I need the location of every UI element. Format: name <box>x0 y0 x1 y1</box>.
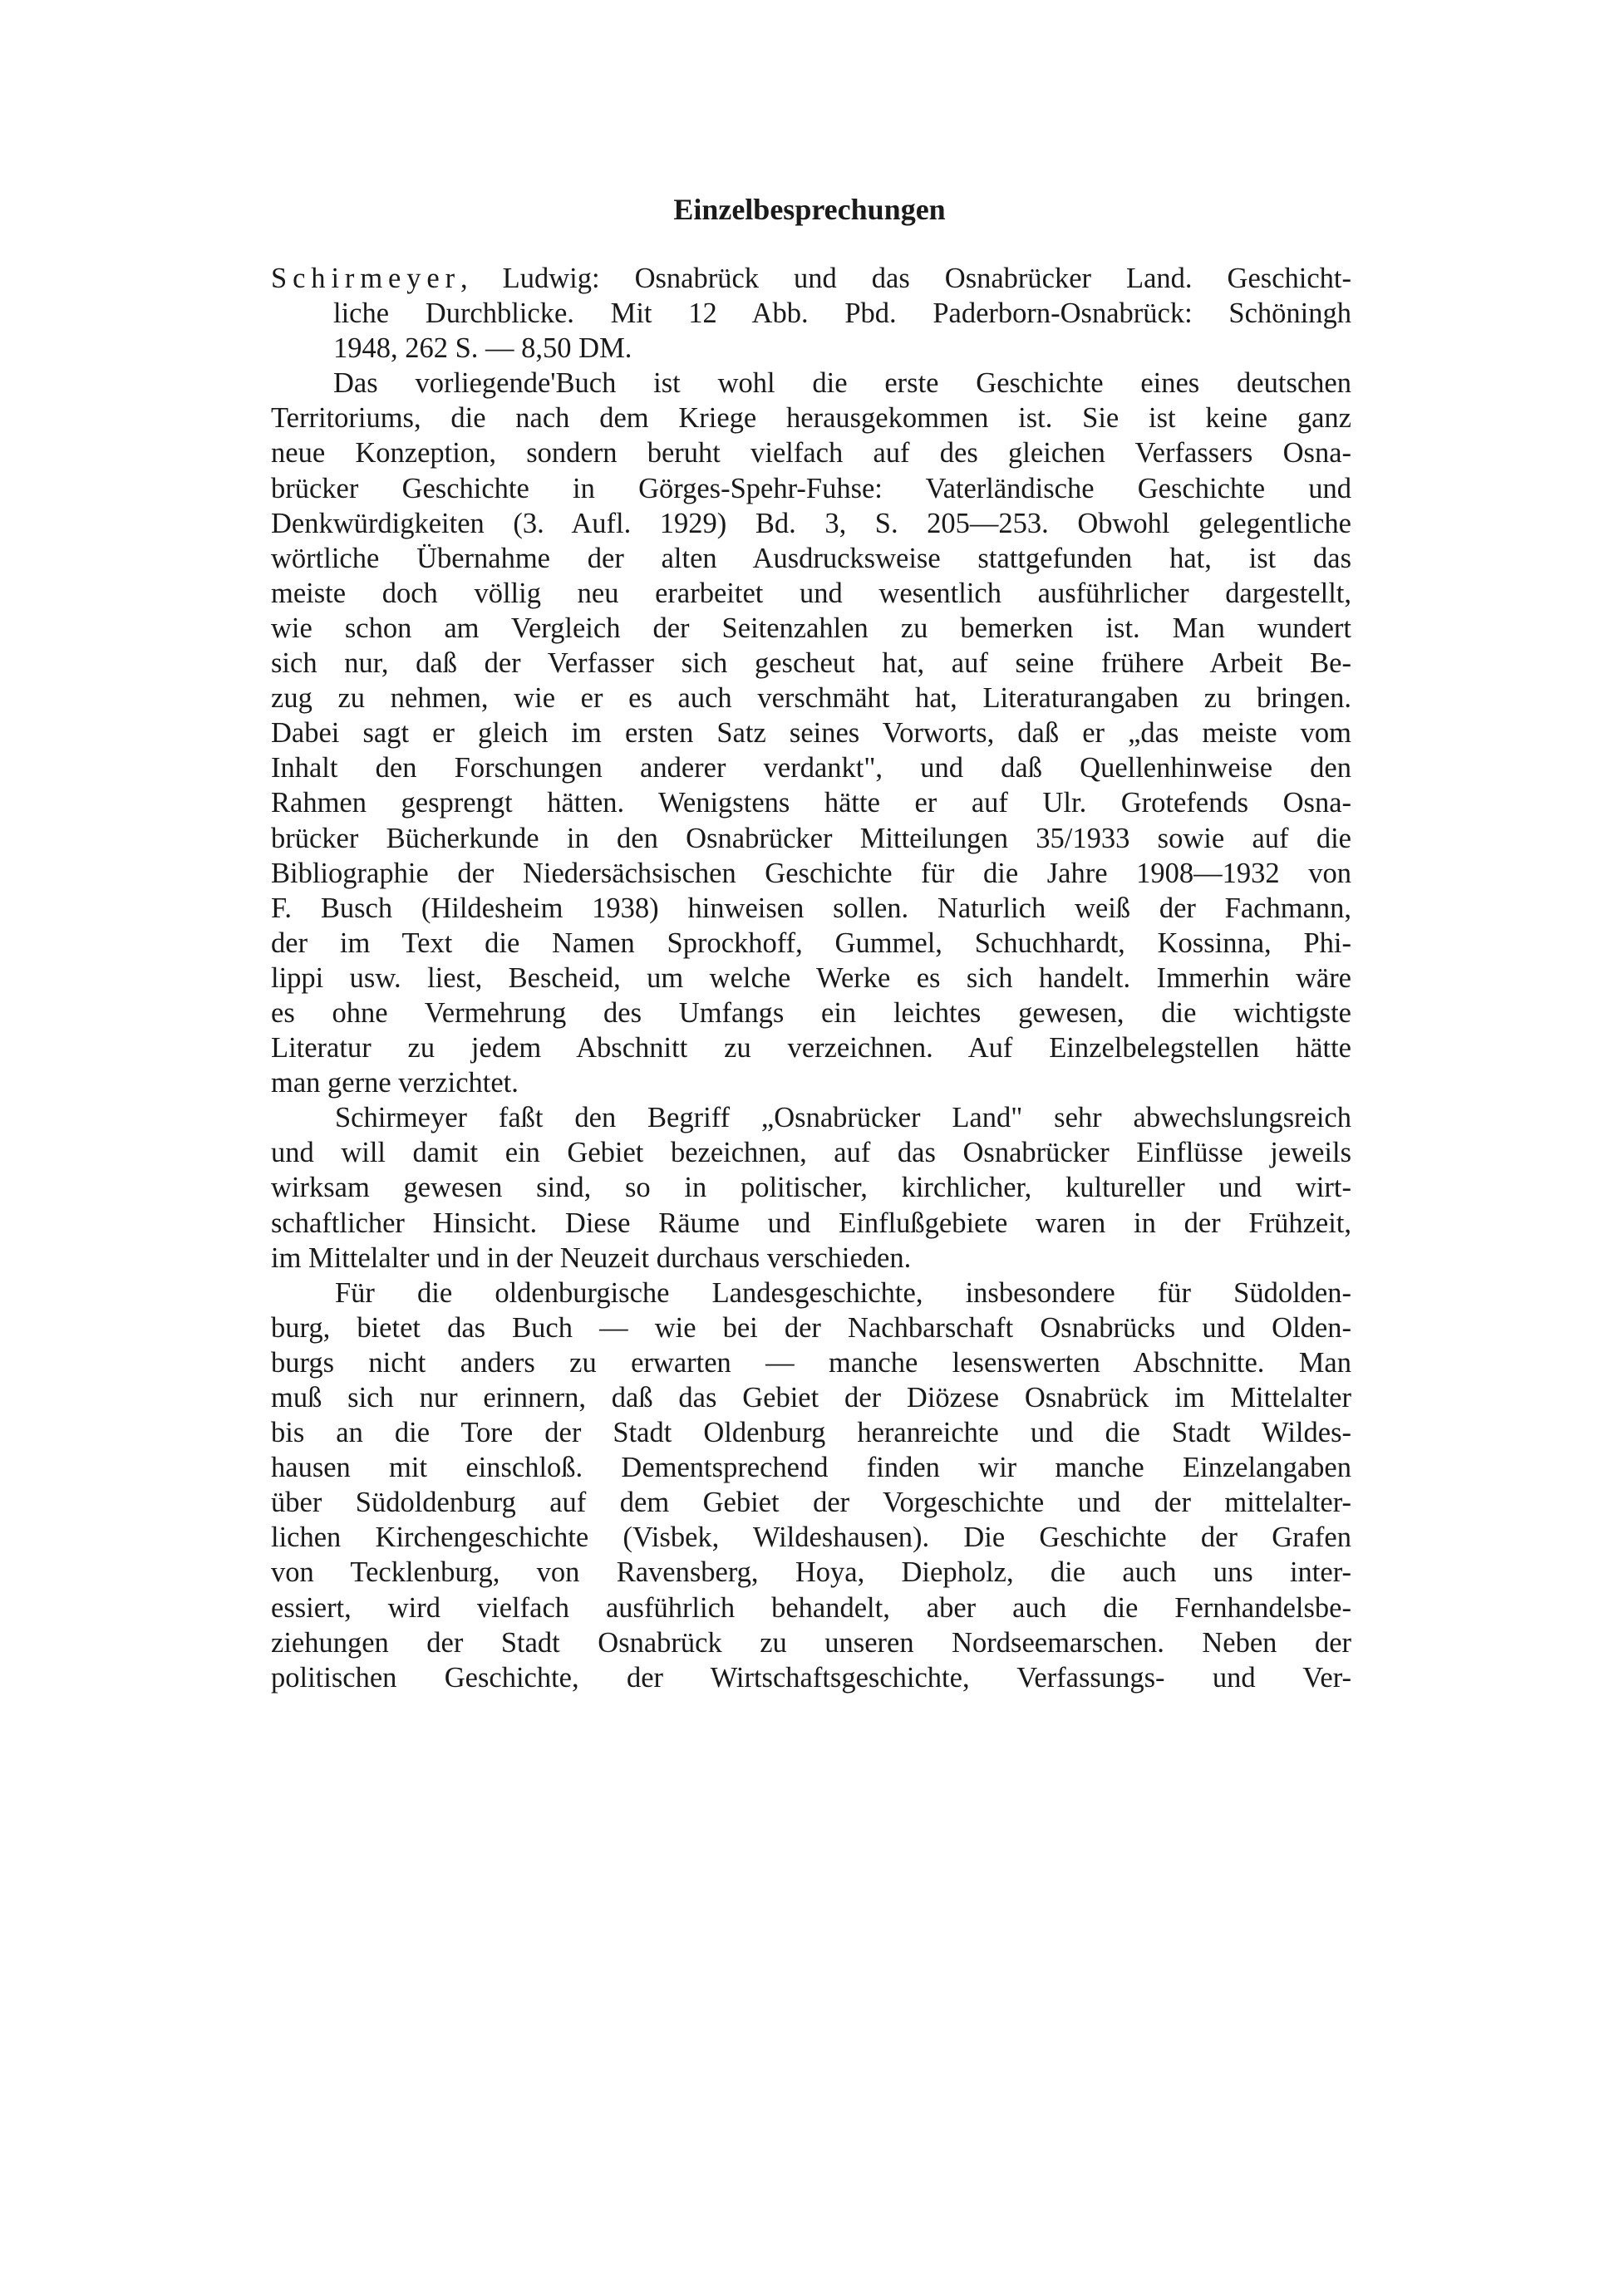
paragraph-2 <box>271 1100 1351 1275</box>
text-line: burg, bietet das Buch — wie bei der Nachbarschaft Osnabrücks und Olden- <box>271 1311 1351 1344</box>
text-line: Rahmen gesprengt hätten. Wenigstens hätte er auf Ulr. Grotefends Osna- <box>271 787 1351 819</box>
text-line: im Mittelalter und in der Neuzeit durchaus verschieden. <box>271 1241 912 1274</box>
text-line: wie schon am Vergleich der Seitenzahlen zu bemerken ist. Man wundert <box>271 612 1351 644</box>
citation-line-2: liche Durchblicke. Mit 12 Abb. Pbd. Paderborn-Osnabrück: Schöningh <box>333 297 1351 330</box>
text-line: Schirmeyer faßt den Begriff „Osnabrücker Land" sehr abwechslungsreich <box>335 1102 1351 1134</box>
text-line: brücker Bücherkunde in den Osnabrücker Mitteilungen 35/1933 sowie auf die <box>271 822 1351 854</box>
citation <box>271 261 1351 366</box>
text-line: man gerne verzichtet. <box>271 1067 519 1099</box>
author-surname: Schirmeyer <box>271 263 461 294</box>
citation-line-3: 1948, 262 S. — 8,50 DM. <box>333 332 632 365</box>
text-line: muß sich nur erinnern, daß das Gebiet der Diözese Osnabrück im Mittelalter <box>271 1382 1351 1413</box>
text-line: F. Busch (Hildesheim 1938) hinweisen sollen. Naturlich weiß der Fachmann, <box>271 892 1351 924</box>
text-line: wirksam gewesen sind, so in politischer, kirchlicher, kultureller und wirt- <box>271 1172 1351 1204</box>
text-line: Territoriums, die nach dem Kriege herausgekommen ist. Sie ist keine ganz <box>271 402 1351 435</box>
citation-line-1-rest: , Ludwig: Osnabrück und das Osnabrücker Land. Geschicht- <box>460 263 1351 294</box>
text-line: Literatur zu jedem Abschnitt zu verzeichnen. Auf Einzelbelegstellen hätte <box>271 1032 1351 1064</box>
text-line: von Tecklenburg, von Ravensberg, Hoya, Diepholz, die auch uns inter- <box>271 1556 1351 1589</box>
text-line: ziehungen der Stadt Osnabrück zu unseren Nordseemarschen. Neben der <box>271 1626 1351 1659</box>
text-line: bis an die Tore der Stadt Oldenburg heranreichte und die Stadt Wildes- <box>271 1417 1351 1449</box>
review-text <box>271 261 1351 1695</box>
text-line: sich nur, daß der Verfasser sich gescheut hat, auf seine frühere Arbeit Be- <box>271 647 1351 680</box>
text-line: lippi usw. liest, Bescheid, um welche Werke es sich handelt. Immerhin wäre <box>271 961 1351 994</box>
paragraph-1 <box>271 366 1351 1100</box>
text-line: lichen Kirchengeschichte (Visbek, Wildeshausen). Die Geschichte der Grafen <box>271 1522 1351 1554</box>
text-line: Inhalt den Forschungen anderer verdankt", und daß Quellenhinweise den <box>271 752 1351 784</box>
text-line: der im Text die Namen Sprockhoff, Gummel, Schuchhardt, Kossinna, Phi- <box>271 927 1351 959</box>
paragraph-3 <box>271 1276 1351 1695</box>
page-heading: Einzelbesprechungen <box>673 193 946 226</box>
text-line: meiste doch völlig neu erarbeitet und wesentlich ausführlicher dargestellt, <box>271 577 1351 609</box>
text-line: über Südoldenburg auf dem Gebiet der Vorgeschichte und der mittelalter- <box>271 1487 1351 1519</box>
citation-line-1 <box>271 261 1351 296</box>
text-line: politischen Geschichte, der Wirtschaftsgeschichte, Verfassungs- und Ver- <box>271 1661 1351 1694</box>
text-line: schaftlicher Hinsicht. Diese Räume und Einflußgebiete waren in der Frühzeit, <box>271 1207 1351 1239</box>
text-line: brücker Geschichte in Görges-Spehr-Fuhse: Vaterländische Geschichte und <box>271 472 1351 504</box>
text-line: wörtliche Übernahme der alten Ausdrucksweise stattgefunden hat, ist das <box>271 542 1351 574</box>
text-line: Bibliographie der Niedersächsischen Geschichte für die Jahre 1908—1932 von <box>271 857 1351 889</box>
text-line: burgs nicht anders zu erwarten — manche lesenswerten Abschnitte. Man <box>271 1346 1351 1379</box>
text-line: Denkwürdigkeiten (3. Aufl. 1929) Bd. 3, S. 205—253. Obwohl gelegentliche <box>271 507 1351 539</box>
text-line: essiert, wird vielfach ausführlich behandelt, aber auch die Fernhandelsbe- <box>271 1591 1351 1624</box>
text-line: und will damit ein Gebiet bezeichnen, auf das Osnabrücker Einflüsse jeweils <box>271 1137 1351 1169</box>
text-line: hausen mit einschloß. Dementsprechend finden wir manche Einzelangaben <box>271 1452 1351 1484</box>
text-line: zug zu nehmen, wie er es auch verschmäht hat, Literaturangaben zu bringen. <box>271 682 1351 715</box>
text-line: neue Konzeption, sondern beruht vielfach auf des gleichen Verfassers Osna- <box>271 437 1351 470</box>
text-line: Für die oldenburgische Landesgeschichte, insbesondere für Südolden- <box>335 1276 1351 1309</box>
text-line: Das vorliegende'Buch ist wohl die erste Geschichte eines deutschen <box>333 367 1351 400</box>
text-line: es ohne Vermehrung des Umfangs ein leichtes gewesen, die wichtigste <box>271 996 1351 1029</box>
text-line: Dabei sagt er gleich im ersten Satz seines Vorworts, daß er „das meiste vom <box>271 717 1351 750</box>
